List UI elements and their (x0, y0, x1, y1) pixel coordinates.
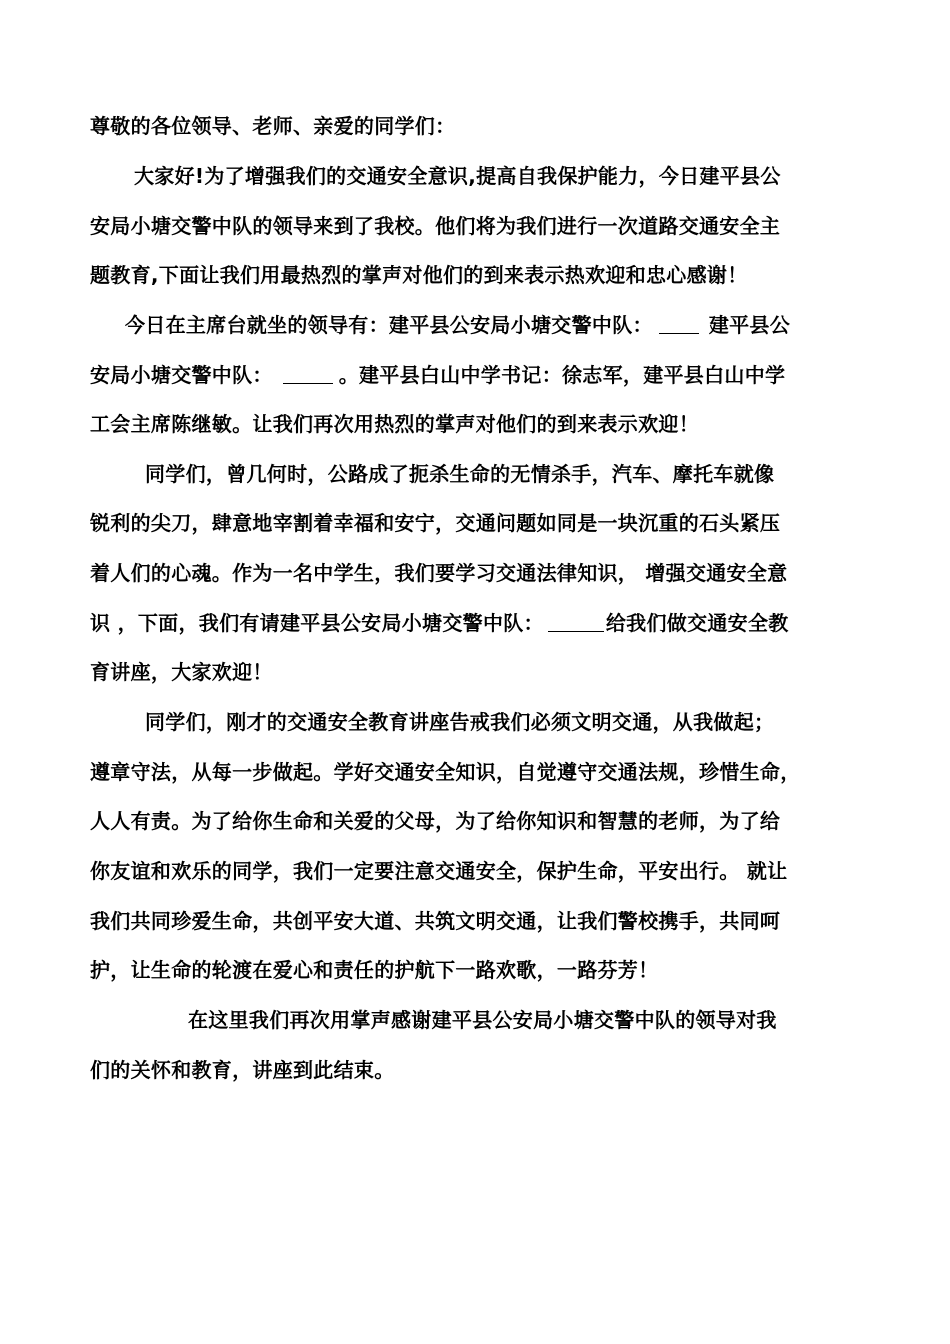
paragraph-1-line-3: 题教育,下面让我们用最热烈的掌声对他们的到来表示热欢迎和忠心感谢！ (90, 263, 748, 287)
paragraph-4-line-5: 我们共同珍爱生命，共创平安大道、共筑文明交通，让我们警校携手，共同呵 (90, 909, 781, 933)
paragraph-2-line-2-text-a: 安局小塘交警中队： (90, 363, 273, 387)
paragraph-4-line-4: 你友谊和欢乐的同学，我们一定要注意交通安全，保护生命，平安出行。 就让 (90, 859, 788, 883)
paragraph-3-line-4-text-a: 识 ，下面，我们有请建平县公安局小塘交警中队： (90, 611, 544, 635)
paragraph-3-line-5: 育讲座，大家欢迎！ (90, 660, 273, 684)
paragraph-2-line-1-text-a: 今日在主席台就坐的领导有：建平县公安局小塘交警中队： (125, 313, 653, 337)
paragraph-3-line-2: 锐利的尖刀，肆意地宰割着幸福和安宁，交通问题如同是一块沉重的石头紧压 (90, 511, 781, 535)
paragraph-2-line-1 (125, 310, 900, 340)
fill-in-blank (283, 363, 333, 384)
paragraph-3-line-1: 同学们，曾几何时，公路成了扼杀生命的无情杀手，汽车、摩托车就像 (145, 462, 775, 486)
paragraph-5-line-2: 们的关怀和教育，讲座到此结束。 (90, 1058, 395, 1082)
paragraph-4-line-2: 遵章守法，从每一步做起。学好交通安全知识，自觉遵守交通法规，珍惜生命， (90, 760, 801, 784)
paragraph-3-line-4 (90, 608, 865, 638)
paragraph-2-line-3: 工会主席陈继敏。让我们再次用热烈的掌声对他们的到来表示欢迎！ (90, 412, 699, 436)
paragraph-2-line-2-text-b: 。建平县白山中学书记：徐志军，建平县白山中学 (338, 363, 786, 387)
paragraph-4-line-3: 人人有责。为了给你生命和关爱的父母，为了给你知识和智慧的老师，为了给 (90, 809, 781, 833)
greeting-line: 尊敬的各位领导、老师、亲爱的同学们： (90, 114, 456, 138)
paragraph-1-line-2: 安局小塘交警中队的领导来到了我校。他们将为我们进行一次道路交通安全主 (90, 214, 781, 238)
paragraph-2-line-2 (90, 360, 865, 390)
paragraph-4-line-6: 护，让生命的轮渡在爱心和责任的护航下一路欢歌，一路芬芳！ (90, 958, 659, 982)
paragraph-4-line-1: 同学们，刚才的交通安全教育讲座告戒我们必须文明交通，从我做起； (145, 710, 775, 734)
paragraph-3-line-3: 着人们的心魂。作为一名中学生，我们要学习交通法律知识， 增强交通安全意 (90, 561, 788, 585)
fill-in-blank (548, 611, 604, 632)
paragraph-1-line-1: 大家好!为了增强我们的交通安全意识,提高自我保护能力，今日建平县公 (134, 164, 781, 188)
paragraph-5-line-1: 在这里我们再次用掌声感谢建平县公安局小塘交警中队的领导对我 (188, 1008, 777, 1032)
fill-in-blank (659, 313, 699, 334)
paragraph-2-line-1-text-b: 建平县公 (708, 313, 791, 337)
paragraph-3-line-4-text-b: 给我们做交通安全教 (605, 611, 789, 635)
